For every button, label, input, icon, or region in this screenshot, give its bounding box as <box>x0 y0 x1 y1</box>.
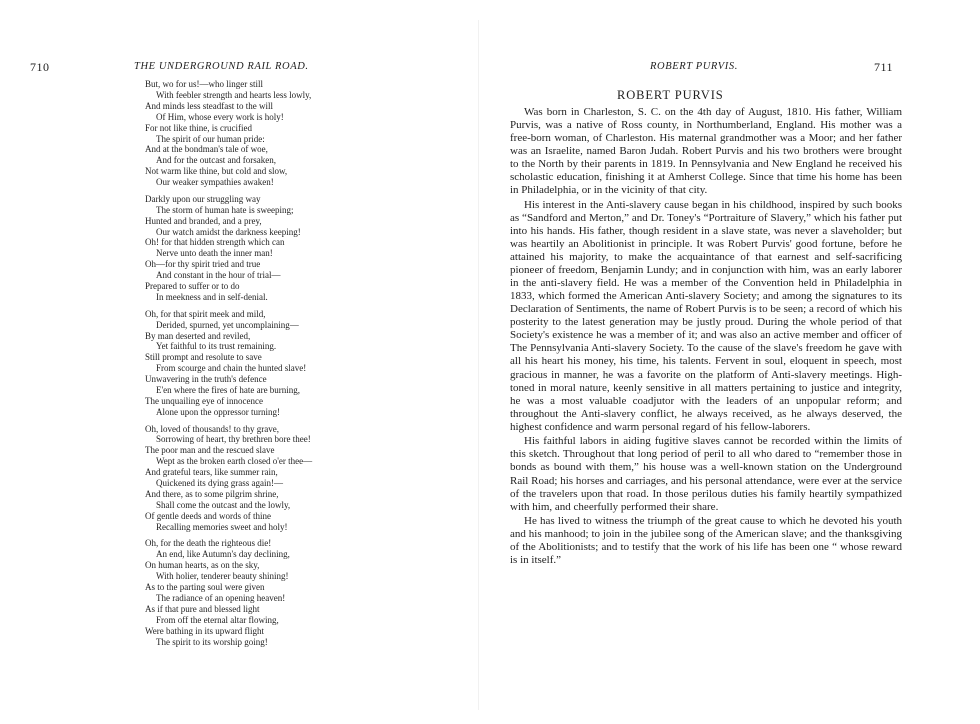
poem-line: And for the outcast and forsaken, <box>156 155 276 166</box>
poem-line: Hunted and branded, and a prey, <box>145 215 262 226</box>
poem-line: For not like thine, is crucified <box>145 122 252 133</box>
poem <box>145 79 475 653</box>
page-gutter <box>478 20 479 710</box>
article-paragraph: Was born in Charleston, S. C. on the 4th day of August, 1810. His father, William Purvis, was a native of Ross county, in Northumberland, England. His mother was a free-born woman, of Charleston. His maternal grandmother was a Moor; and her father was an Israelite, named Baron Judah. Robert Purvis and his two brothers were brought to the North by their parents in 1819. In Pennsylvania and New England he received his scholastic education, finishing it at Amherst College. Since that time his home has been in Philadelphia, or in the vicinity of that city. <box>510 106 902 197</box>
poem-line: As to the parting soul were given <box>145 582 265 593</box>
poem-line: Of Him, whose every work is holy! <box>156 111 284 122</box>
running-head-right: ROBERT PURVIS. <box>650 61 738 72</box>
poem-line: And constant in the hour of trial— <box>156 270 281 281</box>
poem-line: And there, as to some pilgrim shrine, <box>145 489 279 500</box>
page-number-right: 711 <box>874 60 894 74</box>
poem-line: The spirit to its worship going! <box>156 636 268 647</box>
poem-line: Oh—for thy spirit tried and true <box>145 259 261 270</box>
poem-line: Shall come the outcast and the lowly, <box>156 499 291 510</box>
poem-line: Oh, for that spirit meek and mild, <box>145 308 266 319</box>
poem-line: Recalling memories sweet and holy! <box>156 521 288 532</box>
poem-line: As if that pure and blessed light <box>145 603 260 614</box>
poem-stanza <box>145 424 475 533</box>
poem-line: Sorrowing of heart, thy brethren bore thee! <box>156 434 311 445</box>
poem-stanza <box>145 309 475 418</box>
poem-line: Yet faithful to its trust remaining. <box>156 341 277 352</box>
running-head-left: THE UNDERGROUND RAIL ROAD. <box>134 61 309 72</box>
page-number-left: 710 <box>30 60 50 74</box>
poem-line: Still prompt and resolute to save <box>145 352 262 363</box>
poem-line: From off the eternal altar flowing, <box>156 614 279 625</box>
poem-line: And grateful tears, like summer rain, <box>145 467 278 478</box>
poem-line: Oh, loved of thousands! to thy grave, <box>145 423 279 434</box>
poem-stanza <box>145 79 475 188</box>
poem-line: Quickened its dying grass again!— <box>156 478 283 489</box>
poem-line: With holier, tenderer beauty shining! <box>156 571 289 582</box>
poem-line: The spirit of our human pride: <box>156 133 265 144</box>
poem-line: Darkly upon our struggling way <box>145 193 261 204</box>
poem-line: Not warm like thine, but cold and slow, <box>145 166 288 177</box>
article-paragraph: His faithful labors in aiding fugitive slaves cannot be recorded within the limits of this sketch. Throughout that long period of peril to all who dared to “remember those in bonds as bound with them,” his house was a well-known station on the Underground Rail Road; his horses and carriages, and his personal attendance, were ever at the service of the travelers upon that road. In those perilous duties his family heartily sympathized with him, and cheerfully performed their share. <box>510 435 902 513</box>
right-page <box>490 0 980 724</box>
poem-line: In meekness and in self-denial. <box>156 292 268 303</box>
poem-line: And at the bondman's tale of woe, <box>145 144 268 155</box>
poem-line: The poor man and the rescued slave <box>145 445 275 456</box>
poem-line: On human hearts, as on the sky, <box>145 560 260 571</box>
poem-line: Derided, spurned, yet uncomplaining— <box>156 319 299 330</box>
poem-line: But, wo for us!—who linger still <box>145 79 263 89</box>
poem-line: Wept as the broken earth closed o'er thee— <box>156 456 313 467</box>
poem-line: Our watch amidst the darkness keeping! <box>156 226 301 237</box>
poem-line: Alone upon the oppressor turning! <box>156 406 280 417</box>
poem-line: Prepared to suffer or to do <box>145 281 240 292</box>
poem-line: From scourge and chain the hunted slave! <box>156 363 307 374</box>
article-body <box>510 106 902 569</box>
article-paragraph: His interest in the Anti-slavery cause began in his childhood, inspired by such books as “Sandford and Merton,” and Dr. Toney's “Portraiture of Slavery,” which his father put into his hands. His father, though resident in a slave state, was never a slaveholder; but was heartily an Abolitionist in principle. It was Robert Purvis' good fortune, before he attained his majority, to make the acquaintance of that earnest and self-sacrificing pioneer of freedom, Benjamin Lundy; and in conjunction with him, was an early laborer in the anti-slavery field. He was a member of the Convention held in Philadelphia in 1833, which formed the American Anti-slavery Society; and among the signatures to its Declaration of Sentiments, the name of Robert Purvis is to be seen; a record of which his posterity to the latest generation may be justly proud. During the whole period of that Society's existence he was a member of it; and was also an active member and officer of The Pennsylvania Anti-slavery Society. To the cause of the slave's freedom he gave with all his heart his money, his time, his talents. Fervent in soul, eloquent in speech, most gracious in manner, he was a favorite on the platform of Anti-slavery meetings. High-toned in moral nature, keenly sensitive in all matters pertaining to justice and integrity, he was a most valuable coadjutor with the leaders of an unpopular reform; and throughout the Anti-slavery conflict, he always received, as he always deserved, the highest confidence and warm personal regard of his fellow-laborers. <box>510 198 902 433</box>
poem-line: Nerve unto death the inner man! <box>156 248 273 259</box>
poem-line: Oh, for the death the righteous die! <box>145 538 272 549</box>
poem-line: Of gentle deeds and words of thine <box>145 510 271 521</box>
poem-line: Were bathing in its upward flight <box>145 625 264 636</box>
poem-line: By man deserted and reviled, <box>145 330 251 341</box>
poem-line: And minds less steadfast to the will <box>145 100 273 111</box>
poem-line: Our weaker sympathies awaken! <box>156 177 274 188</box>
left-page <box>0 0 470 724</box>
poem-stanza <box>145 538 475 647</box>
article-title: ROBERT PURVIS <box>617 88 724 102</box>
poem-line: Unwavering in the truth's defence <box>145 374 267 385</box>
poem-line: E'en where the fires of hate are burning, <box>156 385 301 396</box>
poem-line: The radiance of an opening heaven! <box>156 592 286 603</box>
article-paragraph: He has lived to witness the triumph of the great cause to which he devoted his youth and his manhood; to join in the jubilee song of the American slave; and the thanksgiving of the Abolitionists; and to testify that the work of his life has been one “ whose reward is in itself.” <box>510 515 902 567</box>
poem-stanza <box>145 194 475 303</box>
poem-line: The storm of human hate is sweeping; <box>156 204 294 215</box>
poem-line: With feebler strength and hearts less lowly, <box>156 89 312 100</box>
poem-line: The unquailing eye of innocence <box>145 395 263 406</box>
poem-line: Oh! for that hidden strength which can <box>145 237 285 248</box>
poem-line: An end, like Autumn's day declining, <box>156 549 290 560</box>
